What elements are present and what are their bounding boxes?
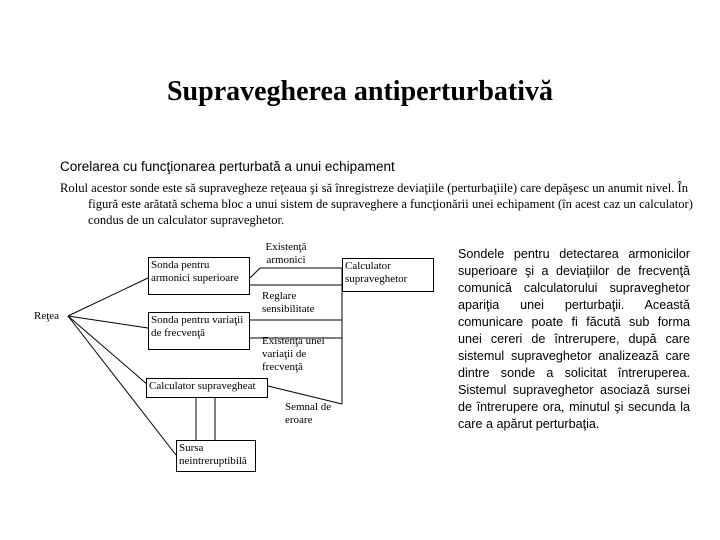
- section-subtitle: Corelarea cu funcţionarea perturbată a unui echipament: [60, 159, 395, 174]
- calculator-supravegheat-label: Calculator supravegheat: [149, 380, 256, 392]
- sonda-variatii-label: Sonda pentru variaţii de frecvenţă: [151, 314, 244, 339]
- reglare-sensibilitate-label: Reglare sensibilitate: [262, 290, 315, 315]
- connector-retea-sonda-armonici: [68, 278, 148, 316]
- sursa-box: [176, 440, 256, 472]
- sonda-armonici-label: Sonda pentru armonici superioare: [151, 259, 239, 284]
- calculator-supraveghetor-label: Calculator supraveghetor: [345, 260, 408, 285]
- calculator-supraveghetor-box: [342, 258, 434, 292]
- page-title: Supravegherea antiperturbativă: [166, 76, 554, 107]
- side-paragraph: Sondele pentru detectarea armonicilor superioare şi a deviaţiilor de frecvenţă comunică calculatorului supraveghetor apariţia unei perturbaţii. Această comunicare poate fi făcută sub forma unei cereri de întrerupere, după care sistemul supraveghetor analizează care dintre sonde a solicitat întreruperea. Sistemul supraveghetor asociază sursei de întrerupere ora, minutul şi secunda la care a apărut perturbaţia.: [458, 247, 690, 431]
- existenta-armonici-label: Existenţă armonici: [265, 241, 307, 266]
- retea-label: Reţea: [34, 310, 60, 322]
- calculator-supravegheat-box: [146, 378, 268, 398]
- existenta-variatii-label: Existenţa unei variaţii de frecvenţă: [262, 335, 325, 373]
- semnal-eroare-label: Semnal de eroare: [285, 401, 332, 426]
- sonda-armonici-box: [148, 257, 250, 295]
- sursa-label: Sursa neintreruptibilă: [179, 442, 247, 467]
- connector-sonda-armonici-out: [250, 268, 260, 278]
- intro-paragraph: Rolul acestor sonde este să supravegheze reţeaua şi să înregistreze deviaţiile (perturbaţiile) care depăşesc un anumit nivel. În figură este arătată schema bloc a unui sistem de supraveghere a funcţionării unei echipament (în acest caz un calculator) condus de un calculator supraveghetor.: [60, 181, 693, 227]
- sonda-variatii-box: [148, 312, 250, 350]
